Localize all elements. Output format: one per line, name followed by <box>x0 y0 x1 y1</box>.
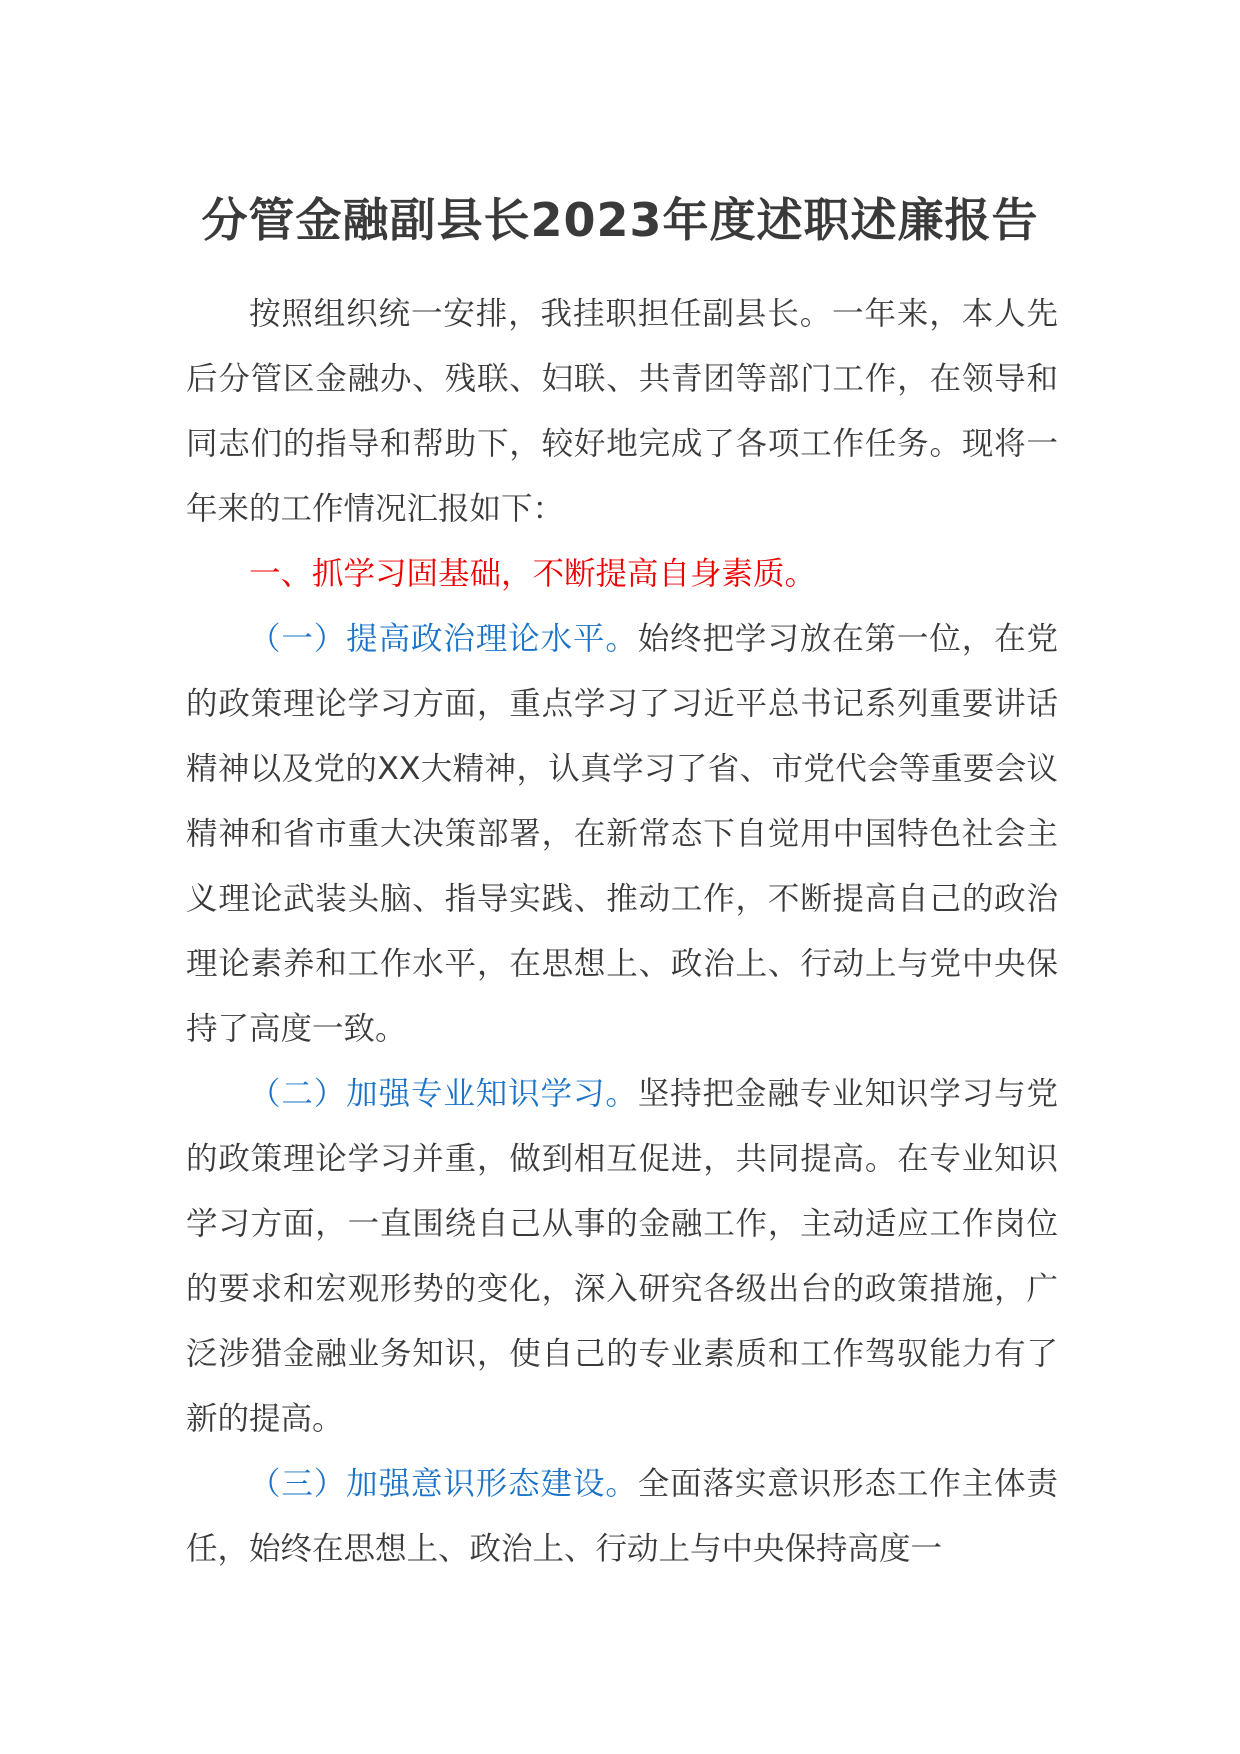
subsection-paragraph-3 <box>186 1452 1058 1582</box>
section-heading-1: 一、抓学习固基础，不断提高自身素质。 <box>249 556 817 592</box>
document-title: 分管金融副县长2023年度述职述廉报告 <box>201 193 1039 247</box>
document-body <box>186 282 1058 1582</box>
subsection-lead-3: （三）加强意识形态建设。 <box>249 1466 638 1502</box>
subsection-lead-1: （一）提高政治理论水平。 <box>249 621 638 657</box>
subsection-text-2: 坚持把金融专业知识学习与党的政策理论学习并重，做到相互促进，共同提高。在专业知识学习方面，一直围绕自己从事的金融工作，主动适应工作岗位的要求和宏观形势的变化，深入研究各级出台的政策措施，广泛涉猎金融业务知识，使自己的专业素质和工作驾驭能力有了新的提高。 <box>186 1076 1058 1437</box>
subsection-text-1: 始终把学习放在第一位，在党的政策理论学习方面，重点学习了习近平总书记系列重要讲话精神以及党的XX大精神，认真学习了省、市党代会等重要会议精神和省市重大决策部署，在新常态下自觉用中国特色社会主义理论武装头脑、指导实践、推动工作，不断提高自己的政治理论素养和工作水平，在思想上、政治上、行动上与党中央保持了高度一致。 <box>186 621 1058 1047</box>
intro-paragraph: 按照组织统一安排，我挂职担任副县长。一年来，本人先后分管区金融办、残联、妇联、共青团等部门工作，在领导和同志们的指导和帮助下，较好地完成了各项工作任务。现将一年来的工作情况汇报如下： <box>186 296 1058 527</box>
subsection-paragraph-2 <box>186 1062 1058 1452</box>
subsection-lead-2: （二）加强专业知识学习。 <box>249 1076 638 1112</box>
subsection-text-3: 全面落实意识形态工作主体责任，始终在思想上、政治上、行动上与中央保持高度一 <box>186 1466 1058 1567</box>
subsection-paragraph-1 <box>186 607 1058 1062</box>
